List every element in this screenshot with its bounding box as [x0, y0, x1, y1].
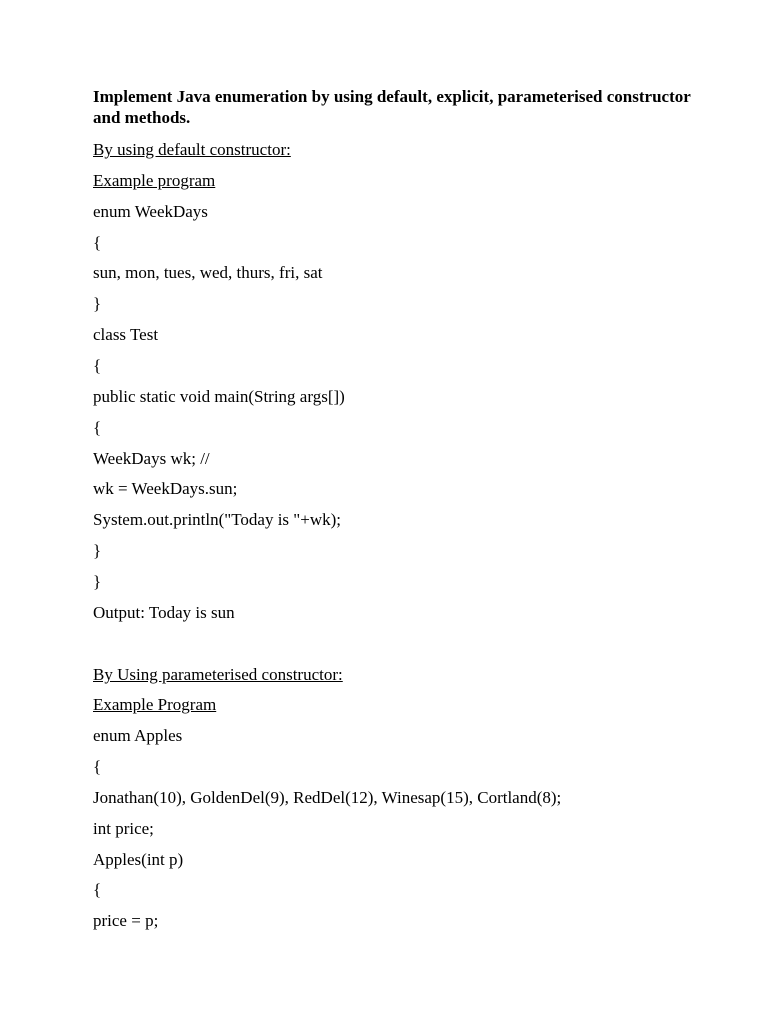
- code-line: }: [93, 294, 102, 313]
- code-line: }: [93, 541, 102, 560]
- code-line: WeekDays wk; //: [93, 449, 210, 468]
- code-line: public static void main(String args[]): [93, 387, 345, 406]
- code-line: class Test: [93, 325, 159, 344]
- code-line: {: [93, 418, 102, 437]
- code-line: price = p;: [93, 911, 159, 930]
- code-line: sun, mon, tues, wed, thurs, fri, sat: [93, 263, 323, 282]
- code-line: Jonathan(10), GoldenDel(9), RedDel(12), Winesap(15), Cortland(8);: [93, 788, 562, 807]
- code-line: enum Apples: [93, 726, 183, 745]
- code-line: }: [93, 572, 102, 591]
- code-line: int price;: [93, 819, 154, 838]
- code-line: {: [93, 233, 102, 252]
- code-line: {: [93, 356, 102, 375]
- section2-subheading: Example Program: [93, 695, 217, 714]
- section1-heading: By using default constructor:: [93, 140, 291, 159]
- program-output: Output: Today is sun: [93, 603, 235, 622]
- section2-heading: By Using parameterised constructor:: [93, 665, 343, 684]
- code-line: Apples(int p): [93, 850, 184, 869]
- code-line: System.out.println("Today is "+wk);: [93, 510, 341, 529]
- code-line: {: [93, 880, 102, 899]
- section1-subheading: Example program: [93, 171, 216, 190]
- document-title: Implement Java enumeration by using default, explicit, parameterised constructor and methods.: [93, 87, 691, 127]
- code-line: wk = WeekDays.sun;: [93, 479, 238, 498]
- code-line: enum WeekDays: [93, 202, 208, 221]
- code-line: {: [93, 757, 102, 776]
